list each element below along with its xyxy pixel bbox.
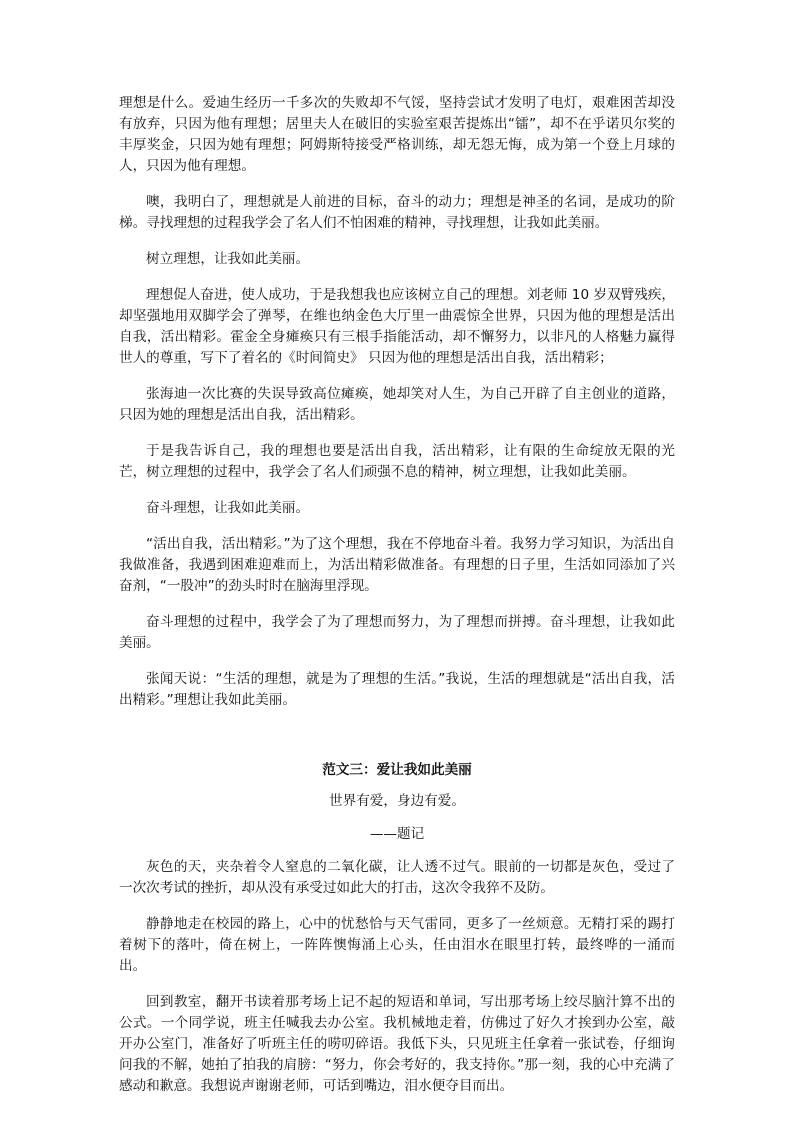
paragraph: 奋斗理想，让我如此美丽。 <box>146 500 310 516</box>
paragraph: 噢，我明白了，理想就是人前进的目标，奋斗的动力；理想是神圣的名词，是成功的阶梯。寻找理想的过程我学会了名人们不怕困难的精神，寻找理想，让我如此美丽。 <box>119 194 675 231</box>
paragraph: 张闻天说：“生活的理想，就是为了理想的生活。”我说，生活的理想就是“活出自我，活出精彩。”理想让我如此美丽。 <box>119 671 675 708</box>
paragraph: 于是我告诉自己，我的理想也要是活出自我，活出精彩，让有限的生命绽放无限的光芒，树立理想的过程中，我学会了名人们顽强不息的精神，树立理想，让我如此美丽。 <box>119 443 675 480</box>
paragraph: 静静地走在校园的路上，心中的忧愁恰与天气雷同，更多了一丝烦意。无精打采的踢打着树下的落叶，倚在树上，一阵阵懊悔涌上心头，任由泪水在眼里打转，最终哗的一涌而出。 <box>119 916 675 974</box>
paragraph: 灰色的天，夹杂着令人窒息的二氧化碳，让人透不过气。眼前的一切都是灰色，受过了一次次考试的挫折，却从没有承受过如此大的打击，这次令我猝不及防。 <box>119 859 675 896</box>
paragraph: 奋斗理想的过程中，我学会了为了理想而努力，为了理想而拼搏。奋斗理想，让我如此美丽。 <box>119 614 675 651</box>
section-title: 范文三：爱让我如此美丽 <box>322 762 472 778</box>
paragraph: 回到教室，翻开书读着那考场上记不起的短语和单词，写出那考场上绞尽脑汁算不出的公式。一个同学说，班主任喊我去办公室。我机械地走着，仿佛过了好久才挨到办公室，敲开办公室门，准备好了听班主任的唠叨碎语。我低下头，只见班主任拿着一张试卷，仔细询问我的不解，她拍了拍我的肩膀：“努力，你会考好的，我支持你。”那一刻，我的心中充满了感动和歉意。我想说声谢谢老师，可话到嘴边，泪水便夺目而出。 <box>119 994 675 1094</box>
paragraph: 理想促人奋进，使人成功，于是我想我也应该树立自己的理想。刘老师 10 岁双臂残疾，却坚强地用双脚学会了弹琴，在维也纳金色大厅里一曲震惊全世界，只因为他的理想是活出自我，活出精彩。霍金全身瘫痪只有三根手指能活动，却不懈努力，以非凡的人格魅力赢得世人的尊重，写下了着名的《时间简史》 只因为他的理想是活出自我，活出精彩； <box>119 287 675 366</box>
section-spacer <box>119 726 675 760</box>
document-body <box>119 93 675 1112</box>
paragraph: 理想是什么。爱迪生经历一千多次的失败却不气馁，坚持尝试才发明了电灯，艰难困苦却没有放弃，只因为他有理想；居里夫人在破旧的实验室艰苦提炼出“镭”，却不在乎诺贝尔奖的丰厚奖金，只因为她有理想；阿姆斯特接受严格训练，却无怨无悔，成为第一个登上月球的人，只因为他有理想。 <box>119 95 675 174</box>
epigraph: 世界有爱，身边有爱。 <box>329 793 465 809</box>
epigraph-source: ——题记 <box>369 826 425 842</box>
paragraph: 张海迪一次比赛的失误导致高位瘫痪，她却笑对人生，为自己开辟了自主创业的道路，只因为她的理想是活出自我，活出精彩。 <box>119 386 675 423</box>
paragraph: 树立理想，让我如此美丽。 <box>146 251 310 267</box>
paragraph: “活出自我，活出精彩。”为了这个理想，我在不停地奋斗着。我努力学习知识，为活出自我做准备，我遇到困难迎难而上，为活出精彩做准备。有理想的日子里，生活如同添加了兴奋剂，“一股冲”的劲头时时在脑海里浮现。 <box>119 536 675 594</box>
